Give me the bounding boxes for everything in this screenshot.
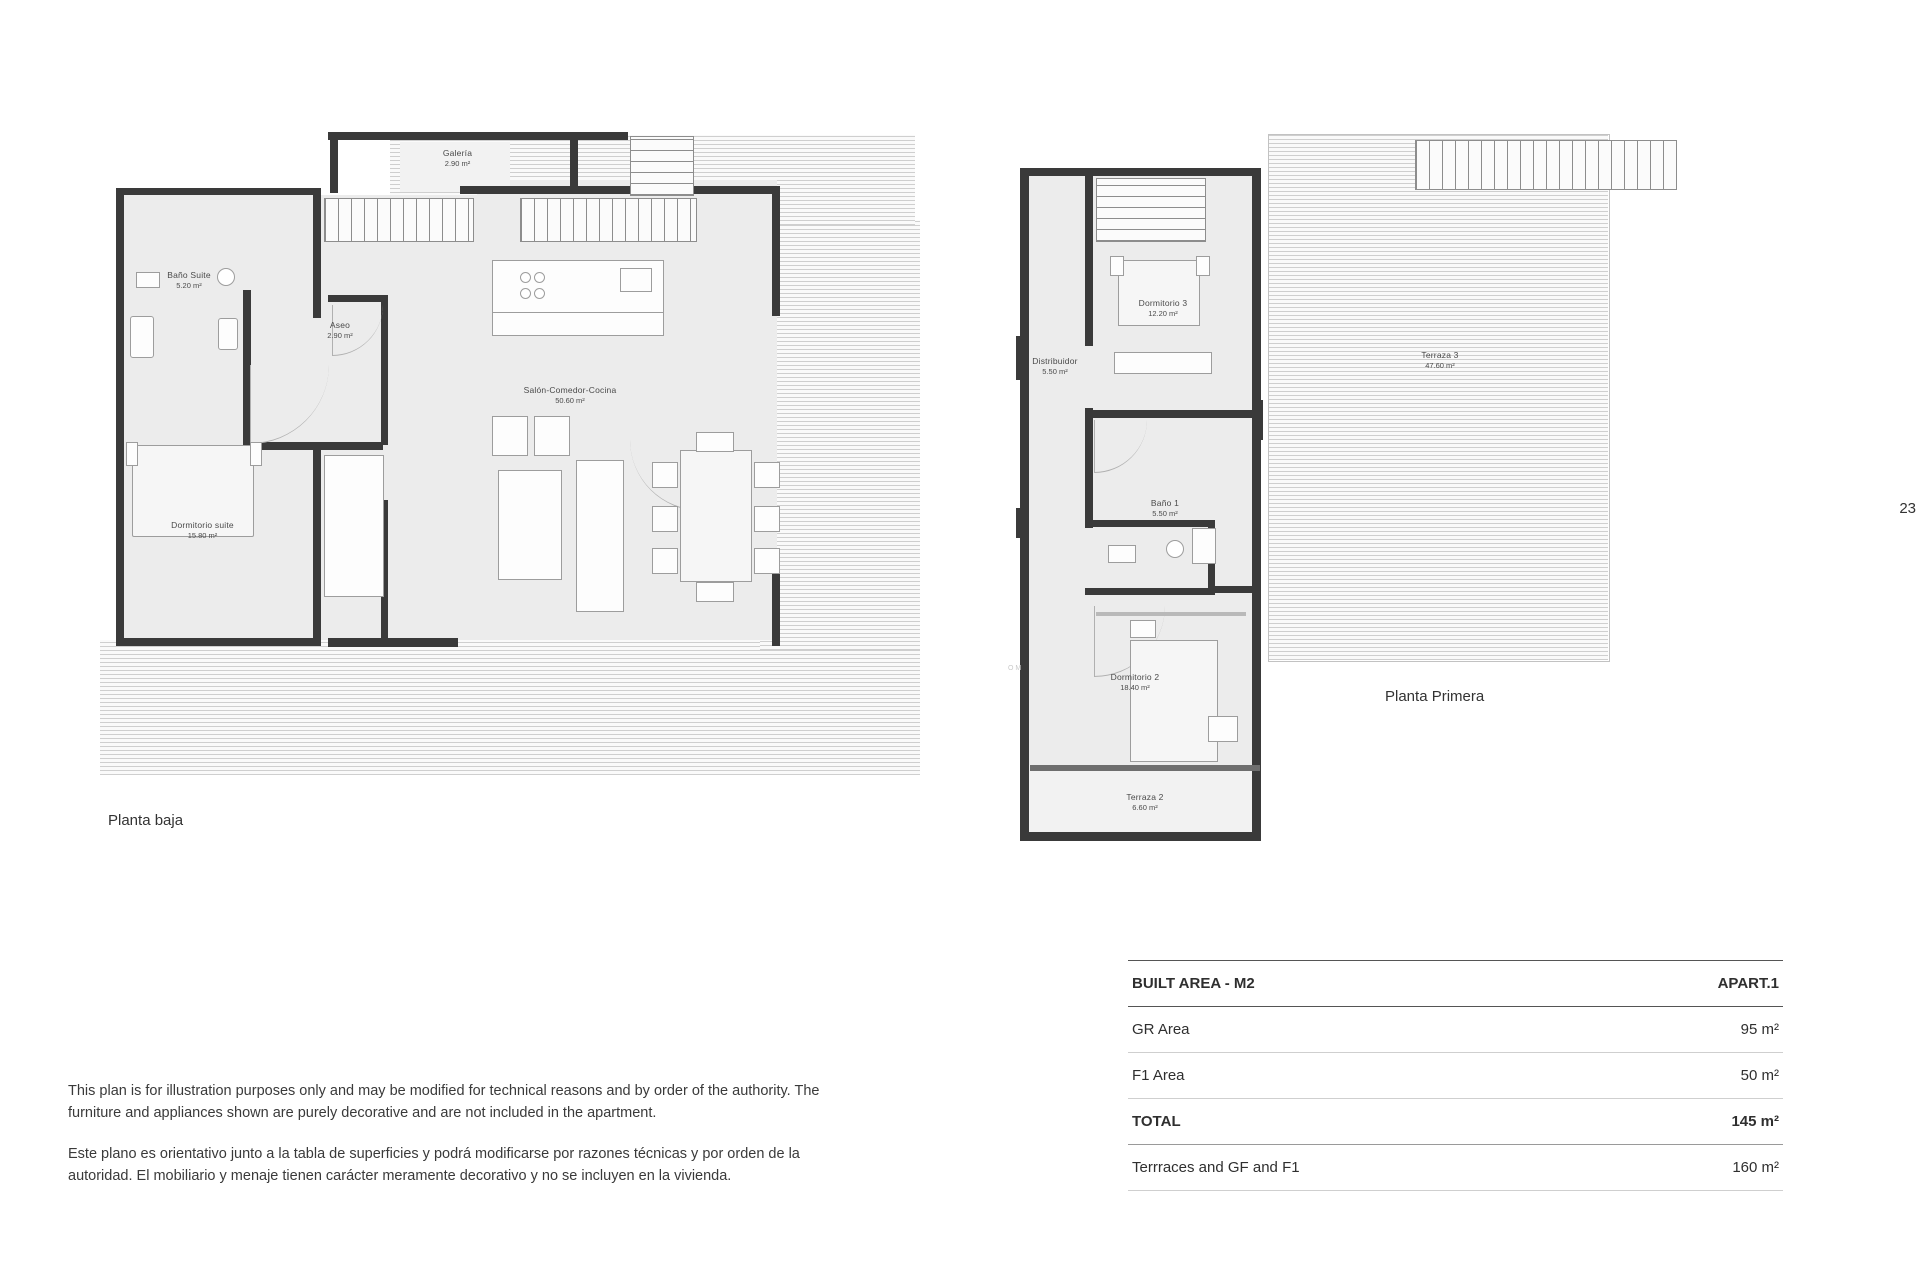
- gf-dining-chair-2: [652, 506, 678, 532]
- ff-nightstand2-top: [1130, 620, 1156, 638]
- row-label-terraces: Terrraces and GF and F1: [1128, 1145, 1597, 1191]
- first-floor-plan: [1010, 120, 1650, 860]
- disclaimer-english: This plan is for illustration purposes only and may be modified for technical reasons and by order of the authority. The furniture and appliances shown are purely decorative and are not included in the apartment.: [68, 1083, 820, 1122]
- ff-room-label-terraza2: Terraza 2 6.60 m²: [1126, 792, 1164, 812]
- ff-basin-bath: [1166, 540, 1184, 558]
- gf-room-label-bano-suite: Baño Suite 5.20 m²: [167, 270, 211, 290]
- ground-floor-caption: Planta baja: [108, 812, 184, 829]
- gf-toilet-aseo: [218, 318, 238, 350]
- row-value-gr-area: 95 m²: [1597, 1007, 1783, 1053]
- table-header-row: [1128, 961, 1783, 1007]
- ff-room-label-dormitorio2: Dormitorio 2 18.40 m²: [1110, 672, 1160, 692]
- gf-dining-table: [680, 450, 752, 582]
- ff-rail: [1096, 612, 1246, 616]
- gf-kitchen-island: [492, 312, 664, 336]
- first-floor-caption: Planta Primera: [1385, 688, 1485, 705]
- ff-wall-bath-bottom-2: [1215, 586, 1261, 593]
- ff-terrace3-outline: [1268, 134, 1610, 662]
- gf-hob-burner-3: [520, 288, 531, 299]
- ff-wall-left: [1020, 168, 1029, 840]
- built-area-table: [1128, 960, 1783, 1191]
- ff-room-label-bano1: Baño 1 5.50 m²: [1150, 498, 1180, 518]
- ff-room-label-terraza3: Terraza 3 47.60 m²: [1421, 350, 1459, 370]
- gf-dining-chair-head: [696, 432, 734, 452]
- ff-wall-bath-top: [1085, 520, 1210, 527]
- ff-wall-inner-left-2: [1085, 408, 1093, 528]
- gf-side-hatch: [760, 220, 920, 650]
- row-value-total: 145 m²: [1597, 1099, 1783, 1145]
- gf-dining-chair-foot: [696, 582, 734, 602]
- gf-wall-left: [116, 188, 124, 646]
- ff-roof-stairs: [1415, 140, 1677, 190]
- gf-wall-aseo-right: [381, 295, 388, 445]
- ff-wall-jamb-3: [1253, 400, 1263, 440]
- gf-dining-chair-1: [652, 462, 678, 488]
- row-value-terraces: 160 m²: [1597, 1145, 1783, 1191]
- ff-room-label-dormitorio3: Dormitorio 3 12.20 m²: [1138, 298, 1188, 318]
- ff-wardrobe3: [1114, 352, 1212, 374]
- gf-terrace-hatch: [100, 640, 920, 775]
- gf-hob-burner-1: [520, 272, 531, 283]
- gf-stairs-right: [520, 198, 697, 242]
- ff-wall-bath-bottom: [1085, 588, 1215, 595]
- ff-room-label-distribuidor: Distribuidor 5.50 m²: [1032, 356, 1078, 376]
- table-row: [1128, 1145, 1783, 1191]
- watermark-text: O M: [1008, 665, 1022, 672]
- gf-armchair-2: [534, 416, 570, 456]
- gf-wall-living-top: [460, 186, 780, 194]
- gf-dining-chair-6: [754, 548, 780, 574]
- gf-room-label-salon: Salón-Comedor-Cocina 50.60 m²: [523, 385, 617, 405]
- gf-wall-gallery-right: [570, 132, 578, 194]
- gf-wall-aseo-top: [328, 295, 388, 302]
- ground-floor-plan: [100, 120, 920, 800]
- ff-nightstand3-left: [1110, 256, 1124, 276]
- table-row-total: [1128, 1099, 1783, 1145]
- gf-wall-right-top: [772, 186, 780, 316]
- disclaimer-spanish: Este plano es orientativo junto a la tabla de superficies y podrá modificarse por razones técnicas y por orden de la autoridad. El mobiliario y menaje tienen carácter meramente decorativo y no se incluyen en la vivienda.: [68, 1145, 800, 1185]
- row-value-f1-area: 50 m²: [1597, 1053, 1783, 1099]
- gf-wall-inner-1: [313, 188, 321, 318]
- row-label-f1-area: F1 Area: [1128, 1053, 1597, 1099]
- gf-stairs-upper: [324, 198, 474, 242]
- ff-wall-bottom: [1020, 832, 1261, 841]
- ff-wall-inner-left: [1085, 176, 1093, 346]
- table-row: [1128, 1053, 1783, 1099]
- ff-wall-right: [1252, 168, 1261, 840]
- gf-wall-bottom-mid: [328, 638, 458, 647]
- table-row: [1128, 1007, 1783, 1053]
- gf-armchair-1: [492, 416, 528, 456]
- ff-wall-jamb-2: [1016, 508, 1026, 538]
- row-label-total: TOTAL: [1128, 1099, 1597, 1145]
- ff-sink-bath: [1108, 545, 1136, 563]
- ff-bed2: [1130, 640, 1218, 762]
- disclaimer-block: [68, 1080, 838, 1206]
- ff-wall-room3-bottom: [1085, 410, 1215, 418]
- gf-wall-gallery-left: [330, 138, 338, 193]
- gf-room-label-dormitorio-suite: Dormitorio suite 15.80 m²: [171, 520, 234, 540]
- gf-hob-burner-2: [534, 272, 545, 283]
- gf-nightstand-right: [250, 442, 262, 466]
- page-number: 23: [1899, 500, 1916, 517]
- gf-coffee-table: [498, 470, 562, 580]
- gf-wardrobe: [324, 455, 384, 597]
- gf-dining-chair-5: [754, 506, 780, 532]
- ff-stairs: [1096, 178, 1206, 242]
- gf-wall-top-left: [116, 188, 321, 195]
- table-header-label: BUILT AREA - M2: [1128, 961, 1597, 1007]
- gf-room-label-galeria: Galería 2.90 m²: [442, 148, 473, 168]
- gf-room-label-aseo: Aseo 2.90 m²: [327, 320, 353, 340]
- gf-nightstand-left: [126, 442, 138, 466]
- ff-wall-top: [1020, 168, 1260, 176]
- gf-wall-bath-bottom: [243, 442, 383, 450]
- gf-dining-chair-4: [754, 462, 780, 488]
- gf-stairs-top: [630, 136, 694, 196]
- ff-nightstand3-right: [1196, 256, 1210, 276]
- ff-nightstand2-right: [1208, 716, 1238, 742]
- gf-wall-top: [328, 132, 628, 140]
- gf-hob-burner-4: [534, 288, 545, 299]
- row-label-gr-area: GR Area: [1128, 1007, 1597, 1053]
- gf-sink-kitchen: [620, 268, 652, 292]
- table-header-value: APART.1: [1597, 961, 1783, 1007]
- gf-wall-inner-2: [313, 450, 321, 646]
- gf-dining-chair-3: [652, 548, 678, 574]
- gf-wall-bottom-left: [116, 638, 321, 646]
- gf-toilet-suite: [130, 316, 154, 358]
- ff-shower-bath: [1192, 528, 1216, 564]
- gf-sofa: [576, 460, 624, 612]
- ff-wall-terrace2: [1030, 765, 1260, 771]
